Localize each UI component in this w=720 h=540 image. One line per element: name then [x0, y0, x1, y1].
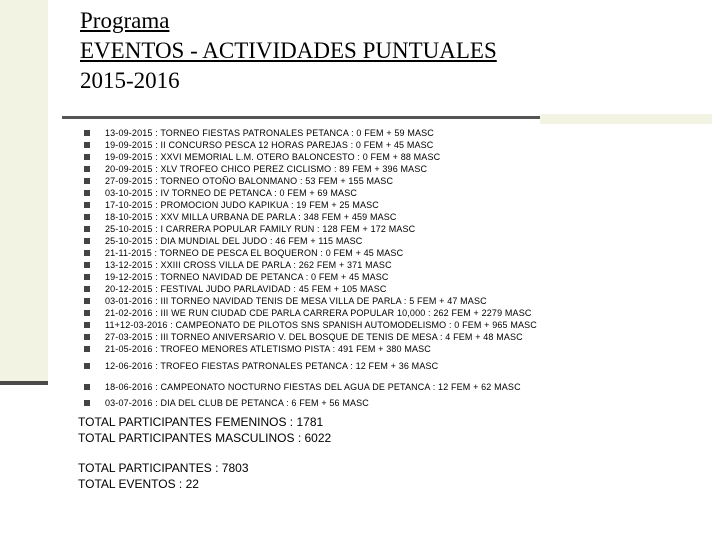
square-bullet-icon — [84, 142, 90, 148]
list-item — [84, 139, 537, 151]
event-text: 03-07-2016 : DIA DEL CLUB DE PETANCA : 6 FEM + 56 MASC — [105, 398, 369, 408]
square-bullet-icon — [84, 274, 90, 280]
slide-title — [80, 6, 497, 96]
list-item — [84, 283, 537, 295]
square-bullet-icon — [84, 202, 90, 208]
square-bullet-icon — [84, 400, 90, 406]
square-bullet-icon — [84, 130, 90, 136]
event-text: 25-10-2015 : DIA MUNDIAL DEL JUDO : 46 FEM + 115 MASC — [105, 236, 363, 246]
event-text: 03-01-2016 : III TORNEO NAVIDAD TENIS DE MESA VILLA DE PARLA : 5 FEM + 47 MASC — [105, 296, 487, 306]
title-programa: Programa — [80, 8, 170, 33]
square-bullet-icon — [84, 238, 90, 244]
event-text: 19-12-2015 : TORNEO NAVIDAD DE PETANCA : 0 FEM + 45 MASC — [105, 272, 389, 282]
event-text: 13-09-2015 : TORNEO FIESTAS PATRONALES PETANCA : 0 FEM + 59 MASC — [105, 128, 434, 138]
event-list — [84, 127, 537, 409]
list-item — [84, 343, 537, 355]
square-bullet-icon — [84, 298, 90, 304]
list-item — [84, 175, 537, 187]
list-item — [84, 397, 537, 409]
square-bullet-icon — [84, 226, 90, 232]
left-bar-shadow — [0, 381, 48, 385]
event-text: 21-11-2015 : TORNEO DE PESCA EL BOQUERON : 0 FEM + 45 MASC — [105, 248, 404, 258]
list-item — [84, 211, 537, 223]
total-male: TOTAL PARTICIPANTES MASCULINOS : 6022 — [78, 431, 332, 445]
total-participants: TOTAL PARTICIPANTES : 7803 — [78, 461, 249, 475]
event-text: 21-05-2016 : TROFEO MENORES ATLETISMO PISTA : 491 FEM + 380 MASC — [105, 344, 431, 354]
list-item — [84, 271, 537, 283]
square-bullet-icon — [84, 154, 90, 160]
square-bullet-icon — [84, 214, 90, 220]
list-item — [84, 355, 537, 376]
total-events: TOTAL EVENTOS : 22 — [78, 477, 199, 491]
event-text: 11+12-03-2016 : CAMPEONATO DE PILOTOS SNS SPANISH AUTOMODELISMO : 0 FEM + 965 MASC — [105, 320, 537, 330]
list-item — [84, 187, 537, 199]
square-bullet-icon — [84, 190, 90, 196]
title-season: 2015-2016 — [80, 68, 180, 93]
event-text: 20-09-2015 : XLV TROFEO CHICO PEREZ CICLISMO : 89 FEM + 396 MASC — [105, 164, 428, 174]
list-item — [84, 295, 537, 307]
square-bullet-icon — [84, 322, 90, 328]
event-text: 12-06-2016 : TROFEO FIESTAS PATRONALES PETANCA : 12 FEM + 36 MASC — [105, 360, 439, 371]
list-item — [84, 151, 537, 163]
event-text: 19-09-2015 : XXVI MEMORIAL L.M. OTERO BALONCESTO : 0 FEM + 88 MASC — [105, 152, 441, 162]
totals-spacer — [78, 446, 331, 460]
list-item — [84, 199, 537, 211]
event-text: 27-09-2015 : TORNEO OTOÑO BALONMANO : 53 FEM + 155 MASC — [105, 176, 394, 186]
square-bullet-icon — [84, 250, 90, 256]
event-text: 17-10-2015 : PROMOCION JUDO KAPIKUA : 19 FEM + 25 MASC — [105, 200, 379, 210]
total-female: TOTAL PARTICIPANTES FEMENINOS : 1781 — [78, 415, 324, 429]
list-item — [84, 319, 537, 331]
event-text: 19-09-2015 : II CONCURSO PESCA 12 HORAS PAREJAS : 0 FEM + 45 MASC — [105, 140, 434, 150]
event-text: 03-10-2015 : IV TORNEO DE PETANCA : 0 FEM + 69 MASC — [105, 188, 357, 198]
event-text: 27-03-2015 : III TORNEO ANIVERSARIO V. DEL BOSQUE DE TENIS DE MESA : 4 FEM + 48 MASC — [105, 332, 523, 342]
square-bullet-icon — [84, 310, 90, 316]
square-bullet-icon — [84, 363, 90, 369]
list-item — [84, 235, 537, 247]
event-text: 25-10-2015 : I CARRERA POPULAR FAMILY RUN : 128 FEM + 172 MASC — [105, 224, 416, 234]
list-item — [84, 259, 537, 271]
title-divider — [62, 116, 542, 119]
list-item — [84, 307, 537, 319]
square-bullet-icon — [84, 334, 90, 340]
list-item — [84, 223, 537, 235]
list-item — [84, 247, 537, 259]
event-text: 21-02-2016 : III WE RUN CIUDAD CDE PARLA CARRERA POPULAR 10,000 : 262 FEM + 2279 MASC — [105, 308, 532, 318]
list-item — [84, 376, 537, 397]
square-bullet-icon — [84, 262, 90, 268]
square-bullet-icon — [84, 384, 90, 390]
totals-block — [78, 414, 331, 492]
square-bullet-icon — [84, 178, 90, 184]
list-item — [84, 163, 537, 175]
list-item — [84, 127, 537, 139]
event-text: 13-12-2015 : XXIII CROSS VILLA DE PARLA : 262 FEM + 371 MASC — [105, 260, 392, 270]
left-decorative-bar — [0, 0, 48, 382]
event-text: 18-06-2016 : CAMPEONATO NOCTURNO FIESTAS DEL AGUA DE PETANCA : 12 FEM + 62 MASC — [105, 381, 521, 392]
title-divider-accent — [540, 114, 712, 124]
event-text: 18-10-2015 : XXV MILLA URBANA DE PARLA : 348 FEM + 459 MASC — [105, 212, 397, 222]
square-bullet-icon — [84, 166, 90, 172]
title-eventos: EVENTOS - ACTIVIDADES PUNTUALES — [80, 38, 497, 63]
event-text: 20-12-2015 : FESTIVAL JUDO PARLAVIDAD : 45 FEM + 105 MASC — [105, 284, 387, 294]
list-item — [84, 331, 537, 343]
square-bullet-icon — [84, 286, 90, 292]
square-bullet-icon — [84, 346, 90, 352]
